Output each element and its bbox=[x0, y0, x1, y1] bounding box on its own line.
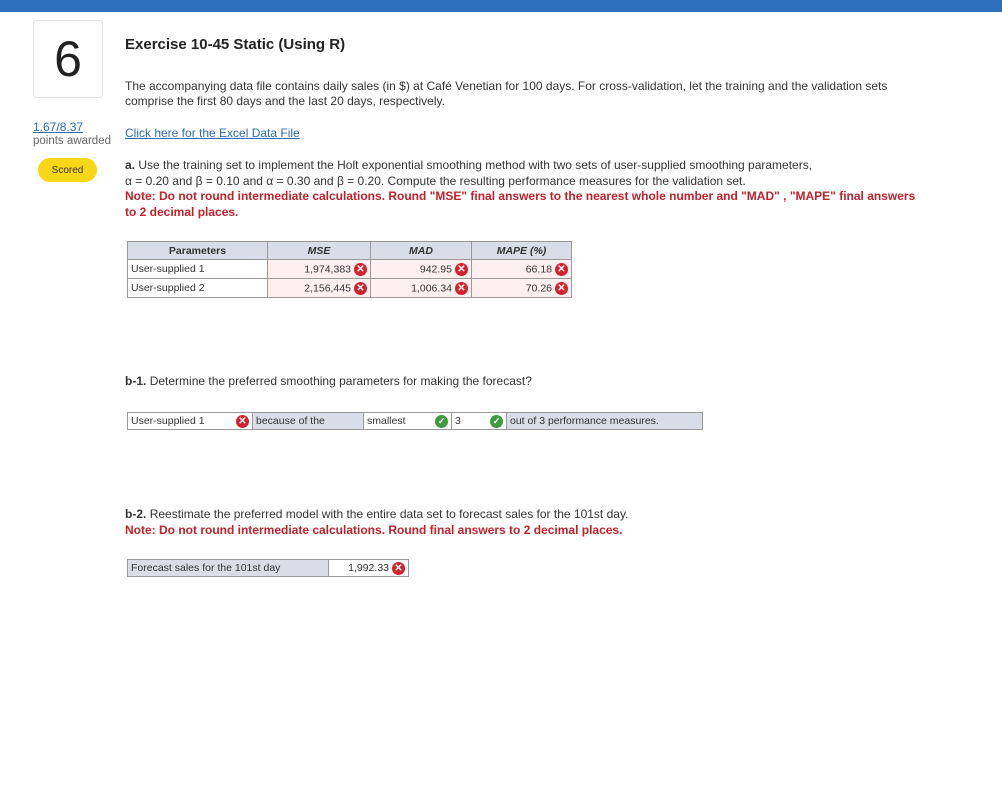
because-label: because of the bbox=[253, 412, 364, 430]
points-label: points awarded bbox=[33, 135, 111, 147]
row-label: User-supplied 2 bbox=[128, 279, 268, 298]
table-row bbox=[128, 279, 572, 298]
part-b2-prompt bbox=[125, 507, 925, 538]
mse-input[interactable] bbox=[268, 279, 371, 298]
forecast-row bbox=[127, 559, 409, 577]
part-b1-label: b-1. bbox=[125, 374, 147, 388]
part-b1-prompt bbox=[125, 374, 532, 388]
part-a-prompt bbox=[125, 158, 925, 220]
mad-input[interactable] bbox=[371, 279, 472, 298]
incorrect-icon: ✕ bbox=[455, 282, 468, 295]
header-mad: MAD bbox=[371, 242, 472, 260]
part-b2-text: Reestimate the preferred model with the entire data set to forecast sales for the 101st day. bbox=[149, 507, 629, 521]
table-header-row bbox=[128, 242, 572, 260]
incorrect-icon: ✕ bbox=[236, 415, 249, 428]
performance-table bbox=[127, 241, 572, 298]
incorrect-icon: ✕ bbox=[354, 263, 367, 276]
part-b1-text: Determine the preferred smoothing parameters for making the forecast? bbox=[149, 374, 532, 388]
part-a-params: α = 0.20 and β = 0.10 and α = 0.30 and β = 0.20. Compute the resulting performance measures for the validation set. bbox=[125, 173, 746, 188]
header-mse: MSE bbox=[268, 242, 371, 260]
mse-value: 1,974,383 bbox=[304, 262, 351, 275]
forecast-label: Forecast sales for the 101st day bbox=[127, 559, 329, 577]
mad-value: 942.95 bbox=[419, 262, 452, 275]
intro-text: The accompanying data file contains daily sales (in $) at Café Venetian for 100 days. For cross-validation, let the training and the validation sets comprise the first 80 days and the last 20 days, respectively. bbox=[125, 79, 888, 108]
mse-input[interactable] bbox=[268, 260, 371, 279]
mape-input[interactable] bbox=[472, 279, 572, 298]
count-input-value: 3 bbox=[455, 415, 461, 427]
table-row bbox=[128, 260, 572, 279]
incorrect-icon: ✕ bbox=[555, 263, 568, 276]
incorrect-icon: ✕ bbox=[354, 282, 367, 295]
excel-data-link[interactable]: Click here for the Excel Data File bbox=[125, 126, 300, 140]
question-number: 6 bbox=[33, 20, 103, 98]
score-value[interactable]: 1.67/8.37 bbox=[33, 120, 84, 134]
forecast-input[interactable] bbox=[329, 559, 409, 577]
count-input[interactable] bbox=[452, 412, 507, 430]
mape-input[interactable] bbox=[472, 260, 572, 279]
mse-value: 2,156,445 bbox=[304, 281, 351, 294]
measure-select-value: smallest bbox=[367, 415, 406, 427]
correct-icon: ✓ bbox=[435, 415, 448, 428]
part-b2-note: Note: Do not round intermediate calculations. Round final answers to 2 decimal places. bbox=[125, 522, 623, 537]
incorrect-icon: ✕ bbox=[392, 562, 405, 575]
exercise-title: Exercise 10-45 Static (Using R) bbox=[125, 36, 346, 53]
top-bar bbox=[0, 0, 1002, 12]
row-label: User-supplied 1 bbox=[128, 260, 268, 279]
incorrect-icon: ✕ bbox=[455, 263, 468, 276]
header-parameters: Parameters bbox=[128, 242, 268, 260]
part-b1-answer-row bbox=[127, 412, 703, 431]
status-badge: Scored bbox=[38, 158, 97, 182]
forecast-value: 1,992.33 bbox=[348, 562, 389, 574]
params-select[interactable] bbox=[127, 412, 253, 430]
part-a-text: Use the training set to implement the Holt exponential smoothing method with two sets of user-supplied smoothing parameters, bbox=[138, 158, 813, 172]
part-a-label: a. bbox=[125, 158, 136, 172]
mad-value: 1,006.34 bbox=[411, 281, 452, 294]
part-b2-label: b-2. bbox=[125, 507, 147, 521]
mad-input[interactable] bbox=[371, 260, 472, 279]
header-mape: MAPE (%) bbox=[472, 242, 572, 260]
points-awarded bbox=[33, 120, 111, 148]
correct-icon: ✓ bbox=[490, 415, 503, 428]
mape-value: 70.26 bbox=[525, 281, 552, 294]
out-of-label: out of 3 performance measures. bbox=[507, 412, 703, 430]
params-select-value: User-supplied 1 bbox=[131, 415, 205, 427]
incorrect-icon: ✕ bbox=[555, 282, 568, 295]
mape-value: 66.18 bbox=[525, 262, 552, 275]
part-a-note: Note: Do not round intermediate calculations. Round "MSE" final answers to the nearest whole number and "MAD" , "MAPE" final answers to 2 decimal places. bbox=[125, 189, 916, 219]
measure-select[interactable] bbox=[364, 412, 452, 430]
